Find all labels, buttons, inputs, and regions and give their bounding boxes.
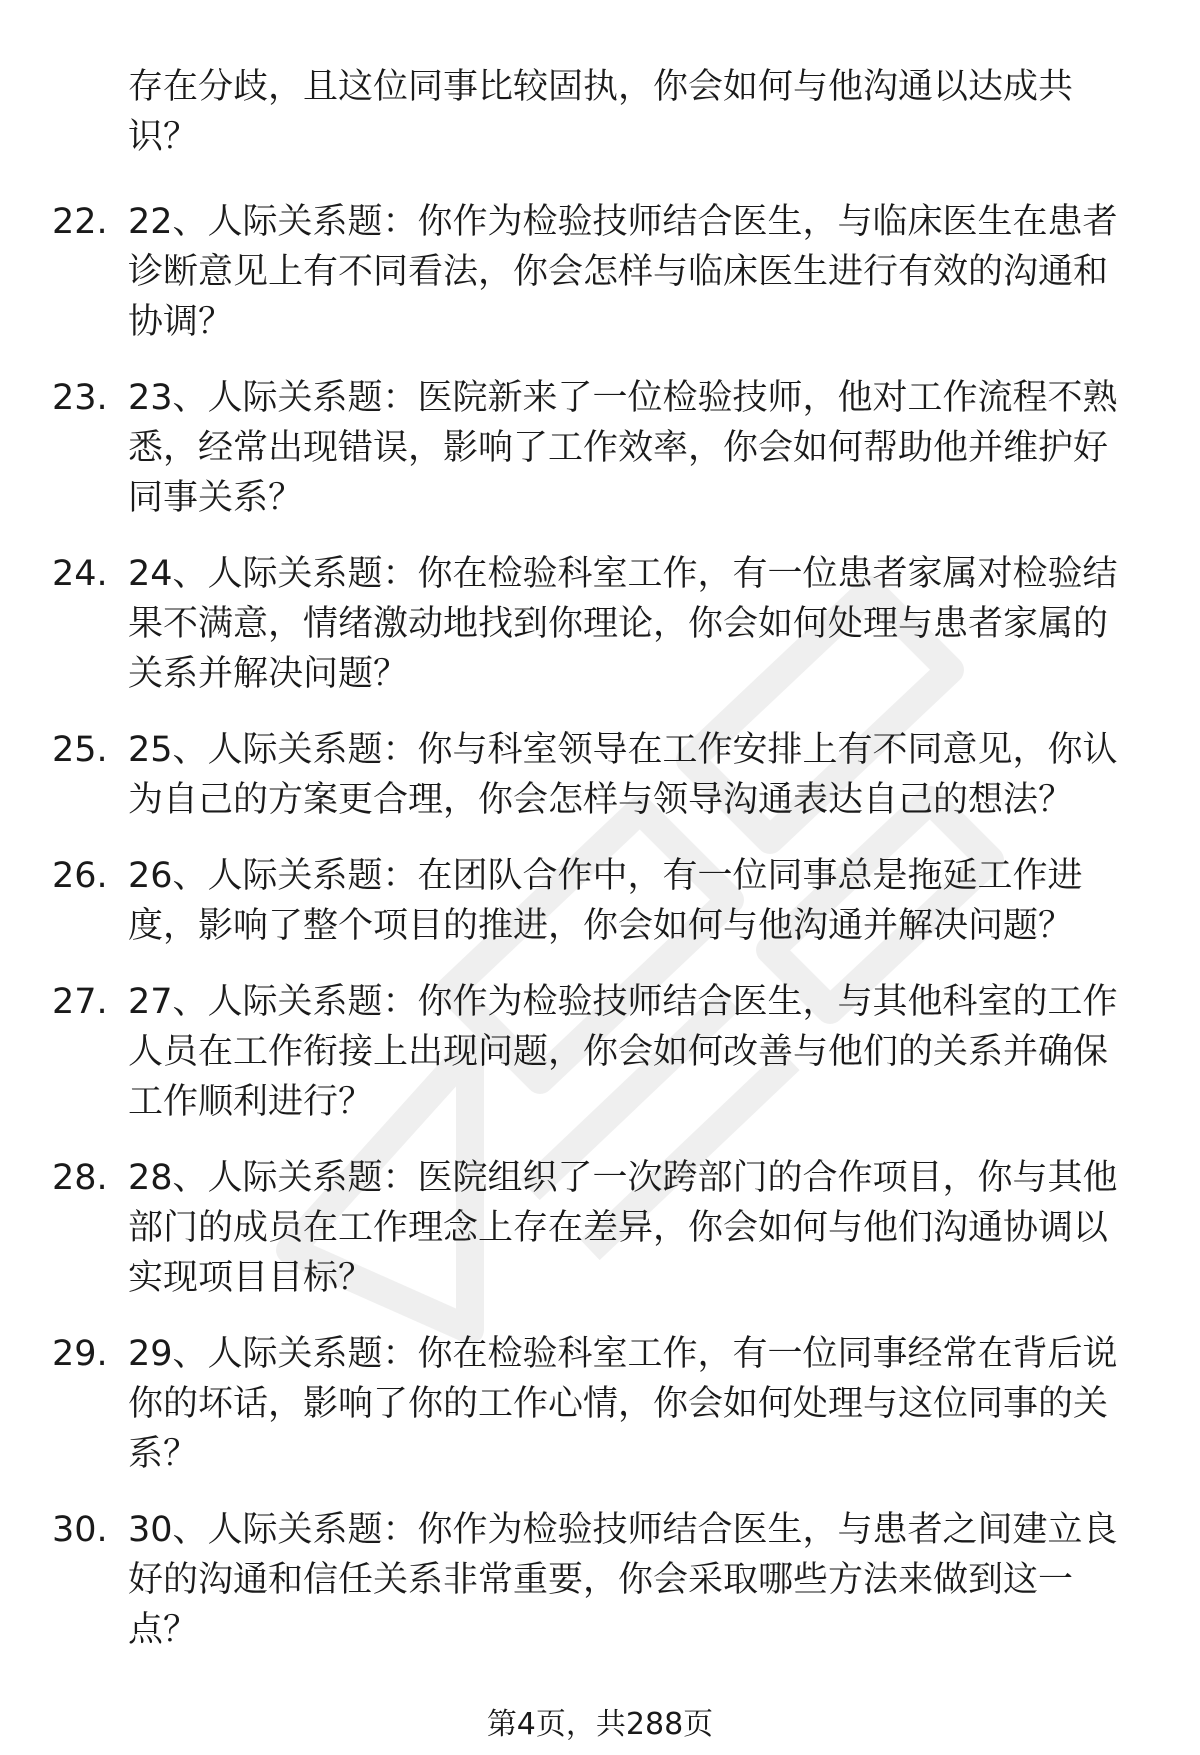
list-item (0, 725, 1200, 825)
question-text: 29、人际关系题：你在检验科室工作，有一位同事经常在背后说你的坏话，影响了你的工作心情，你会如何处理与这位同事的关系？ (128, 1334, 1118, 1474)
question-number: 24. (52, 554, 108, 594)
continuation-text: 存在分歧，且这位同事比较固执，你会如何与他沟通以达成共识？ (128, 67, 1074, 157)
question-text: 22、人际关系题：你作为检验技师结合医生，与临床医生在患者诊断意见上有不同看法，你会怎样与临床医生进行有效的沟通和协调？ (128, 202, 1118, 342)
question-number: 26. (52, 856, 108, 896)
question-text: 28、人际关系题：医院组织了一次跨部门的合作项目，你与其他部门的成员在工作理念上存在差异，你会如何与他们沟通协调以实现项目目标？ (128, 1158, 1118, 1298)
list-item (0, 373, 1200, 523)
list-item (0, 1329, 1200, 1479)
question-number: 29. (52, 1334, 108, 1374)
list-item (0, 1153, 1200, 1303)
question-text: 25、人际关系题：你与科室领导在工作安排上有不同意见，你认为自己的方案更合理，你会怎样与领导沟通表达自己的想法？ (128, 730, 1118, 820)
question-number: 30. (52, 1510, 108, 1550)
list-item (0, 1505, 1200, 1655)
question-number: 28. (52, 1158, 108, 1198)
list-item (0, 977, 1200, 1127)
question-number: 25. (52, 730, 108, 770)
list-item (0, 549, 1200, 699)
question-number: 27. (52, 982, 108, 1022)
question-text: 26、人际关系题：在团队合作中，有一位同事总是拖延工作进度，影响了整个项目的推进，你会如何与他沟通并解决问题？ (128, 856, 1083, 946)
list-item (0, 197, 1200, 347)
question-text: 27、人际关系题：你作为检验技师结合医生，与其他科室的工作人员在工作衔接上出现问题，你会如何改善与他们的关系并确保工作顺利进行？ (128, 982, 1118, 1122)
question-text: 23、人际关系题：医院新来了一位检验技师，他对工作流程不熟悉，经常出现错误，影响了工作效率，你会如何帮助他并维护好同事关系？ (128, 378, 1118, 518)
question-text: 30、人际关系题：你作为检验技师结合医生，与患者之间建立良好的沟通和信任关系非常重要，你会采取哪些方法来做到这一点？ (128, 1510, 1118, 1650)
page-footer: 第4页，共288页 (486, 1707, 714, 1742)
question-list (0, 197, 1200, 1681)
question-number: 23. (52, 378, 108, 418)
question-text: 24、人际关系题：你在检验科室工作，有一位患者家属对检验结果不满意，情绪激动地找到你理论，你会如何处理与患者家属的关系并解决问题？ (128, 554, 1118, 694)
question-number: 22. (52, 202, 108, 242)
list-item (0, 851, 1200, 951)
